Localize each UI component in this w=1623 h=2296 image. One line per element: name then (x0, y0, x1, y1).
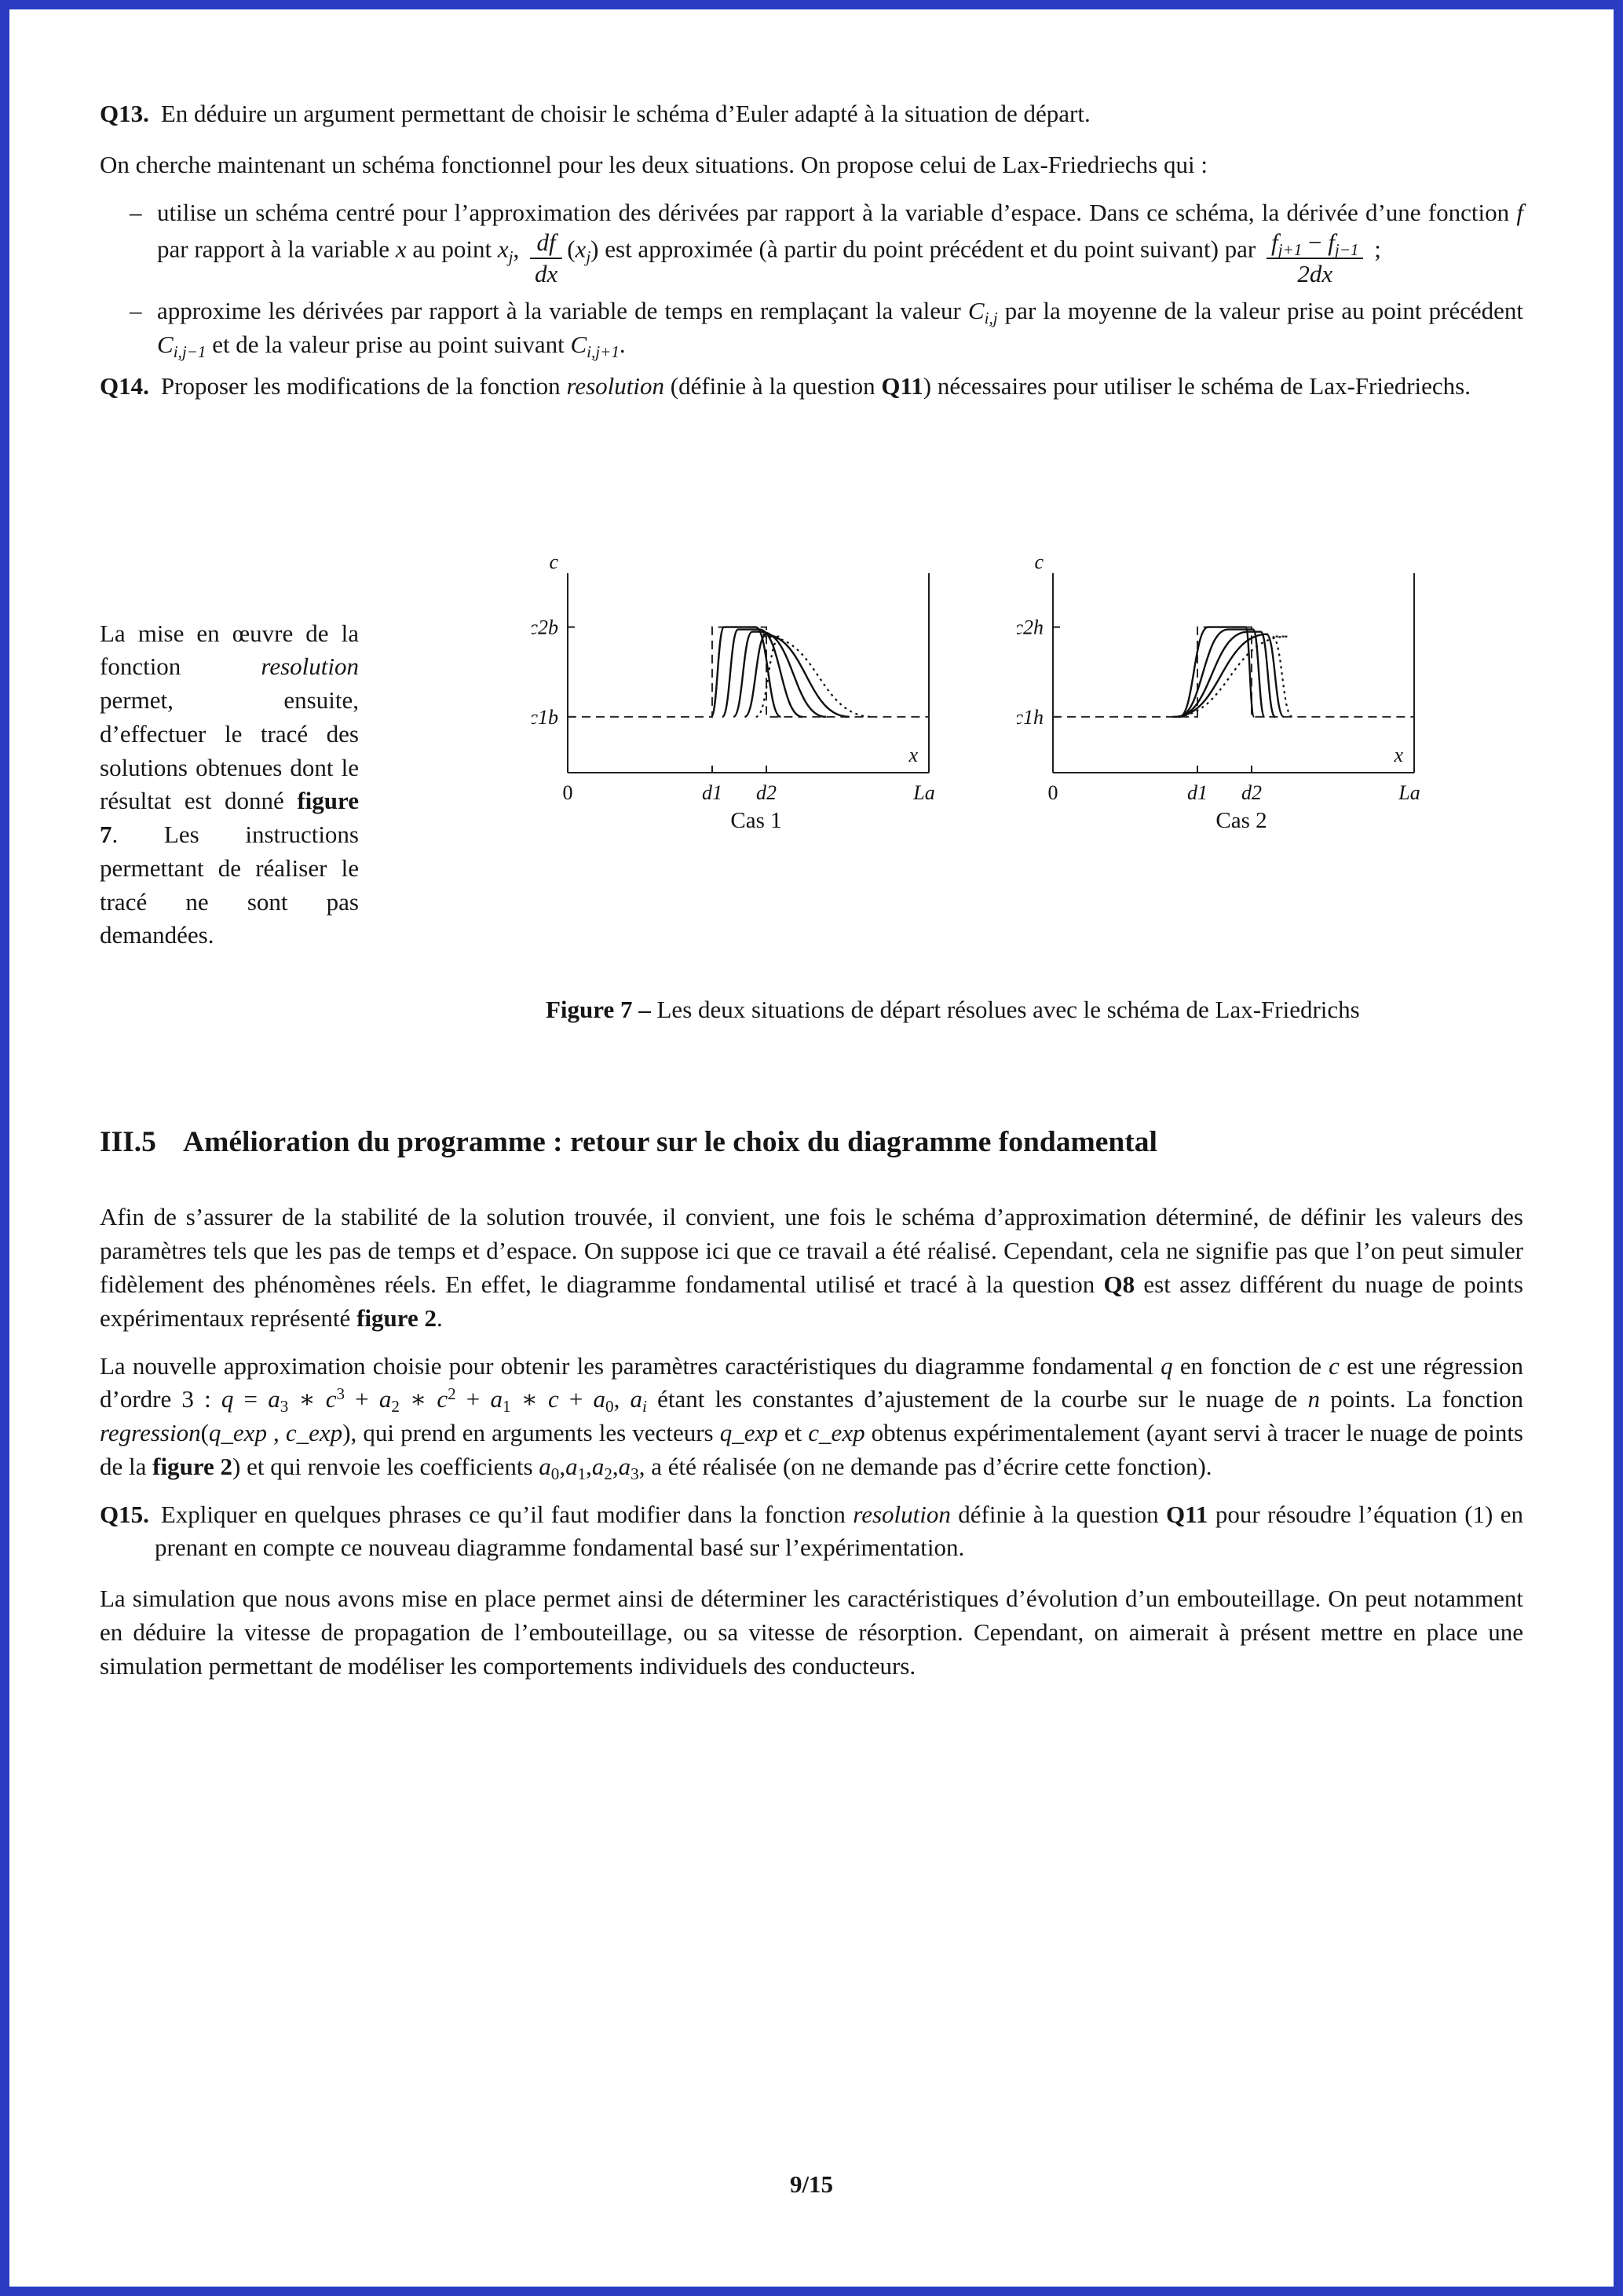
plot-cas1-svg (532, 553, 940, 828)
page-number: 9/15 (789, 2170, 834, 2199)
case-label: Cas 1 (730, 807, 782, 828)
question-q15-label: Q15. (100, 1500, 149, 1528)
y-tick-label-base: c1b (532, 705, 558, 729)
dash-list (100, 196, 1523, 362)
paragraph-conclusion: La simulation que nous avons mise en place permet ainsi de déterminer les caractéristiques d’évolution d’un embouteillage. On peut notamment en déduire la vitesse de propagation de l’embouteillage, ou sa vitesse de résorption. Cependant, on aimerait à présent mettre en place une simulation permettant de modéliser les comportements individuels des conducteurs. (100, 1585, 1523, 1680)
solution-curve (744, 634, 849, 716)
solution-curve (733, 631, 826, 716)
question-q15-text: Expliquer en quelques phrases ce qu’il faut modifier dans la fonction resolution définie à la question Q11 pour résoudre l’équation (1) en prenant en compte ce nouveau diagramme fondamental basé sur l’expérimentation. (155, 1500, 1523, 1562)
figure-plot-cas2 (1017, 553, 1425, 953)
plot-cas2-svg (1017, 553, 1425, 828)
figure7-side-text: La mise en œuvre de la fonction resolution permet, ensuite, d’effectuer le tracé des solutions obtenues dont le résultat est donné figure 7. Les instructions permettant de réaliser le tracé ne sont pas demandées. (100, 619, 359, 949)
y-tick-label-base: c1h (1017, 705, 1044, 729)
figure7-caption: Figure 7 – Les deux situations de départ résolues avec le schéma de Lax-Friedrichs (546, 996, 1360, 1024)
paragraph-stability: Afin de s’assurer de la stabilité de la solution trouvée, il convient, une fois le schéma d’approximation déterminé, de définir les valeurs des paramètres tels que les pas de temps et d’espace. On suppose ici que ce travail a été réalisé. Cependant, cela ne signifie pas que l’on peut simuler fidèlement des phénomènes réels. En effet, le diagramme fondamental utilisé et tracé à la question Q8 est assez différent du nuage de points expérimentaux représenté figure 2. (100, 1203, 1523, 1332)
x-tick-label-d1: d1 (1187, 781, 1208, 804)
list-item-space-scheme (100, 196, 1523, 287)
figure-plot-cas1 (532, 553, 940, 953)
question-q14 (100, 370, 1523, 404)
page-content (9, 9, 1614, 1683)
initial-condition-dashed (1053, 627, 1414, 716)
figure7-block (100, 553, 1523, 953)
solution-curve (1175, 631, 1275, 716)
question-q15 (100, 1498, 1523, 1566)
list-item-text: utilise un schéma centré pour l’approximation des dérivées par rapport à la variable d’espace. Dans ce schéma, la dérivée d’une fonction f par rapport à la variable x au point $x_j$, $\frac{df}{dx}$ $(x_j)$ est approximée (à partir du point précédent et du point suivant) par $\frac{f_{j+1} - f_{j-1}}{2dx}$ ; (157, 198, 1523, 287)
section-title: Amélioration du programme : retour sur le choix du diagramme fondamental (183, 1125, 1157, 1158)
y-tick-label-top: c2b (532, 616, 558, 639)
y-tick-label-top: c2h (1017, 616, 1044, 639)
x-axis-label: x (908, 743, 918, 766)
x-tick-label-0: 0 (562, 781, 573, 804)
x-tick-label-d2: d2 (756, 781, 777, 804)
x-tick-label-La: La (913, 781, 935, 804)
paragraph-intro-lax: On cherche maintenant un schéma fonctionnel pour les deux situations. On propose celui de Lax-Friedriechs qui : (100, 150, 1208, 178)
y-axis-label: c (1034, 552, 1044, 573)
case-label: Cas 2 (1215, 807, 1267, 828)
section-heading-iii5 (100, 1123, 1523, 1162)
question-q14-text: Proposer les modifications de la fonction resolution (définie à la question Q11) nécessaires pour utiliser le schéma de Lax-Friedriechs. (160, 371, 1471, 400)
question-q13-text: En déduire un argument permettant de choisir le schéma d’Euler adapté à la situation de départ. (160, 100, 1091, 127)
solution-curve (722, 629, 802, 716)
y-axis-label: c (549, 552, 558, 573)
list-item-text: approxime les dérivées par rapport à la variable de temps en remplaçant la valeur $C_{i,j}$ par la moyenne de la valeur prise au point précédent $C_{i,j-1}$ et de la valeur prise au point suivant $C_{i,j+1}$. (157, 297, 1524, 361)
inline-fraction: $\frac{f_{j+1} - f_{j-1}}{2dx}$ (1267, 229, 1363, 287)
x-tick-label-0: 0 (1047, 781, 1058, 804)
inline-fraction: $\frac{df}{dx}$ (530, 229, 562, 287)
section-number: III.5 (100, 1125, 156, 1158)
x-tick-label-La: La (1398, 781, 1420, 804)
x-tick-label-d2: d2 (1241, 781, 1262, 804)
x-axis-label: x (1394, 743, 1403, 766)
x-tick-label-d1: d1 (702, 781, 722, 804)
paragraph-regression: La nouvelle approximation choisie pour obtenir les paramètres caractéristiques du diagramme fondamental q en fonction de c est une régression d’ordre 3 : $q = a_3$ ∗ $c^3 + a_2$ ∗ $c^2 + a_1$ ∗ $c + a_0$, $a_i$ étant les constantes d’ajustement de la courbe sur le nuage de n points. La fonction regression(q_exp , c_exp), qui prend en arguments les vecteurs q_exp et c_exp obtenus expérimentalement (ayant servi à tracer le nuage de points de la figure 2) et qui renvoie les coefficients $a_0,a_1,a_2,a_3$, a été réalisée (on ne demande pas d’écrire cette fonction). (100, 1351, 1524, 1483)
question-q14-label: Q14. (100, 371, 149, 400)
question-q13-label: Q13. (100, 100, 149, 127)
dash-bullet: – (130, 198, 142, 226)
question-q13 (100, 97, 1523, 131)
figure7-plots (359, 553, 1425, 953)
list-item-time-scheme (100, 294, 1523, 362)
solution-curve (1179, 627, 1254, 716)
dash-bullet: – (130, 297, 142, 325)
